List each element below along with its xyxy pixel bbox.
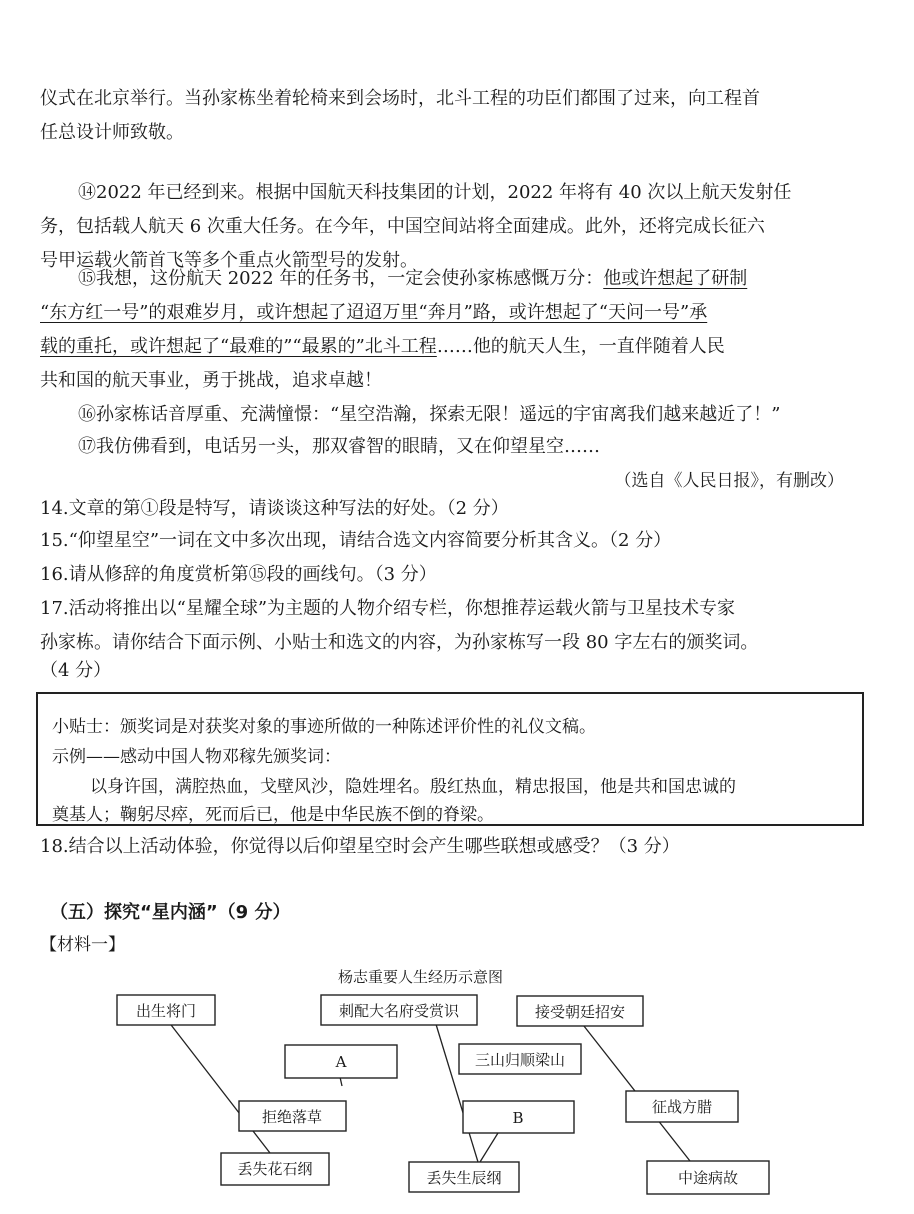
question-16: 16.请从修辞的角度赏析第⑮段的画线句。（3 分） xyxy=(40,564,437,585)
source-citation: （选自《人民日报》，有删改） xyxy=(614,471,844,491)
node-refuse-bandits: 拒绝落草 xyxy=(261,1108,323,1126)
paragraph-15-line-2: “东方红一号”的艰难岁月，或许想起了迢迢万里“奔月”路，或许想起了“天问一号”承 xyxy=(40,302,708,323)
node-lose-birthday-gifts: 丢失生辰纲 xyxy=(426,1169,502,1187)
tip-line-1: 小贴士：颁奖词是对获奖对象的事迹所做的一种陈述评价性的礼仪文稿。 xyxy=(52,717,596,737)
tip-example-line-2: 奠基人；鞠躬尽瘁，死而后已，他是中华民族不倒的脊梁。 xyxy=(52,805,494,825)
question-14: 14.文章的第①段是特写，请谈谈这种写法的好处。（2 分） xyxy=(40,498,509,519)
material-label: 【材料一】 xyxy=(40,935,125,955)
question-15: 15.“仰望星空”一词在文中多次出现，请结合选文内容简要分析其含义。（2 分） xyxy=(40,530,672,551)
paragraph-14-line-3: 号甲运载火箭首飞等多个重点火箭型号的发射。 xyxy=(40,250,418,271)
paragraph-14-line-2: 务，包括载人航天 6 次重大任务。在今年，中国空间站将全面建成。此外，还将完成长征六 xyxy=(40,216,765,237)
underlined-sentence: 他或许想起了研制 xyxy=(603,268,748,289)
node-join-liangshan: 三山归顺梁山 xyxy=(474,1051,566,1069)
passage-line-2: 任总设计师致敬。 xyxy=(40,122,184,143)
tip-example-line-1: 以身许国，满腔热血，戈壁风沙，隐姓埋名。殷红热血，精忠报国，他是共和国忠诚的 xyxy=(90,777,736,797)
node-accept-amnesty: 接受朝廷招安 xyxy=(534,1003,626,1021)
node-blank-b: B xyxy=(512,1109,524,1127)
node-birth: 出生将门 xyxy=(135,1002,197,1020)
paragraph-15-line-3 xyxy=(40,334,725,360)
paragraph-15-text-cont: ……他的航天人生，一直伴随着人民 xyxy=(436,336,725,357)
question-17-line-1: 17.活动将推出以“星耀全球”为主题的人物介绍专栏，你想推荐运载火箭与卫星技术专家 xyxy=(40,598,736,619)
node-exiled-daming: 刺配大名府受赏识 xyxy=(338,1002,460,1020)
tip-example-title: 示例——感动中国人物邓稼先颁奖词： xyxy=(52,747,341,767)
paragraph-15-text: ⑮我想，这份航天 2022 年的任务书，一定会使孙家栋感慨万分： xyxy=(78,268,604,289)
connector-line xyxy=(435,1021,478,1162)
section-title: （五）探究“星内涵”（9 分） xyxy=(50,902,291,923)
passage-line-1: 仪式在北京举行。当孙家栋坐着轮椅来到会场时，北斗工程的功臣们都围了过来，向工程首 xyxy=(40,88,760,109)
node-lose-stones: 丢失花石纲 xyxy=(237,1160,313,1178)
paragraph-16: ⑯孙家栋话音厚重、充满憧憬：“星空浩瀚，探索无限！遥远的宇宙离我们越来越近了！” xyxy=(78,404,781,425)
paragraph-15-line-4: 共和国的航天事业，勇于挑战，追求卓越！ xyxy=(40,370,382,391)
paragraph-17: ⑰我仿佛看到，电话另一头，那双睿智的眼睛，又在仰望星空…… xyxy=(78,436,600,457)
diagram-title: 杨志重要人生经历示意图 xyxy=(338,968,504,986)
node-fight-fangla: 征战方腊 xyxy=(651,1098,713,1116)
paragraph-14-line-1: ⑭2022 年已经到来。根据中国航天科技集团的计划，2022 年将有 40 次以上航天发射任 xyxy=(78,182,792,203)
node-blank-a: A xyxy=(335,1053,347,1071)
connector-line xyxy=(168,1021,270,1153)
question-18: 18.结合以上活动体验，你觉得以后仰望星空时会产生哪些联想或感受？（3 分） xyxy=(40,836,680,857)
underlined-sentence-end: 载的重托，或许想起了“最难的”“最累的”北斗工程 xyxy=(40,336,437,357)
question-17-line-3: （4 分） xyxy=(40,660,112,681)
connector-line xyxy=(480,1133,498,1162)
question-17-line-2: 孙家栋。请你结合下面示例、小贴士和选文的内容，为孙家栋写一段 80 字左右的颁奖词。 xyxy=(40,632,759,653)
node-die-illness: 中途病故 xyxy=(677,1169,739,1187)
tip-box xyxy=(36,692,864,826)
life-experience-diagram xyxy=(0,955,914,1214)
paragraph-15-line-1 xyxy=(78,266,747,292)
